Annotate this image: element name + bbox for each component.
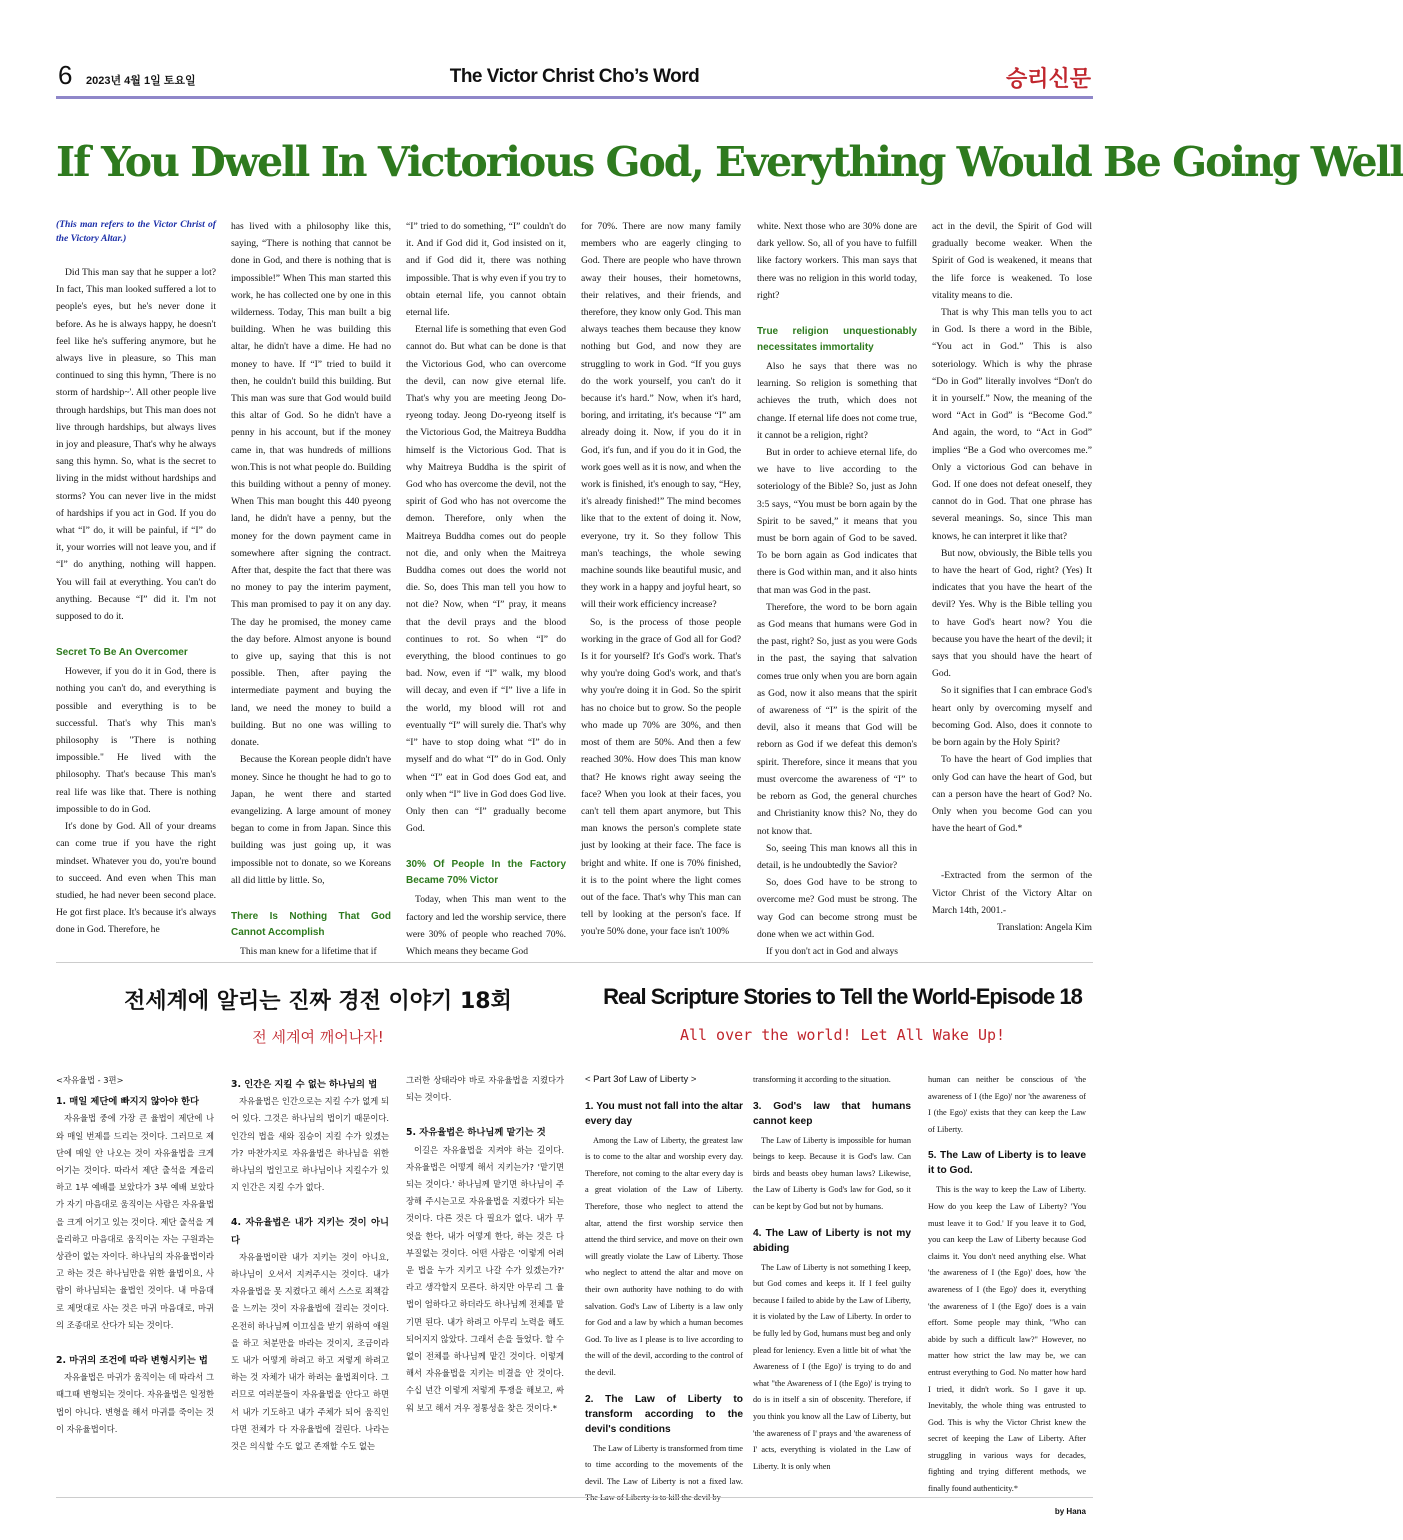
paragraph: Also he says that there was no learning. So religion is something that achieves the truth, which does not change. If eternal life does not come true, it cannot be a religion, right? bbox=[757, 361, 917, 441]
paragraph: However, if you do it in God, there is nothing you can't do, and everything is possible and everything is to be successful. That's why This man's philosophy is "There is nothing impossible." He lived with the philosophy. That's because This man's real life was like that. There is nothing impossible to do in God. bbox=[56, 666, 216, 815]
korean-series-title: 전세계에 알리는 진짜 경전 이야기 18회 bbox=[124, 989, 512, 1014]
sermon-column-5 bbox=[757, 218, 917, 957]
paragraph: So it signifies that I can embrace God's heart only by overcoming myself and becoming God. Also, does it connote to be born again by the Holy Spirit? bbox=[932, 685, 1092, 749]
subheading: Secret To Be An Overcomer bbox=[56, 647, 188, 659]
english-series-title: Real Scripture Stories to Tell the World-Episode 18 bbox=[603, 984, 1082, 1009]
paragraph: 자유율법은 인간으로는 지킬 수가 없게 되어 있다. 그것은 하나님의 법이기 때문이다. 인간의 법을 새와 짐승이 지킬 수가 있겠는가? 마찬가지로 자유율법은 하나님을 위한 하나님의 법인고로 하나님이나 지킬수가 있지 인간은 지킬 수가 없다. bbox=[231, 1096, 389, 1193]
paragraph: Eternal life is something that even God cannot do. But what can be done is that the Victorious God, who can overcome the devil, can now give eternal life. That's why you are meeting Jeong Do-ryeong today. Jeong Do-ryeong itself is the Victorious God, the Maitreya Buddha himself is the Victorious God. That is why Maitreya Buddha is the spirit of God who has overcome the devil, not the spirit of God who has not overcome the demon. Therefore, only when the Maitreya Buddha comes out do people not die, and only when the Maitreya Buddha comes out does the world not die. So, does This man tell you how to not die? Now, when “I” pray, it means that the devil prays and the blood continues to rot. So when “I” do everything, the blood continues to go bad. Now, even if “I” walk, my blood will decay, and even if “I” live a life in the world, my blood will rot and eventually “I” will surely die. That's why “I” have to stop doing what “I” do in myself and do what “I” do in God. Only when “I” eat in God does God eat, and only when “I” live in God does God live. Only then can “I” gradually become God. bbox=[406, 324, 566, 835]
paragraph: for 70%. There are now many family members who are eagerly clinging to God. There are people who have thrown away their houses, their hometowns, their relatives, and their friends, and therefore, they know only God. This man always teaches them because they know nothing but God, and now they are struggling to work in God. “If you guys do the work yourself, you can't do it because it's hard.” Now, when it's hard, boring, and irritating, it's because “I” am already doing it. Now, if you do it in God, it's fun, and if you do it in God, the work goes well as it is now, and when the work is finished, it's enough to say, “Hey, it's already finished!” The mind becomes like that to the extent of doing it. Now, everyone, try it. So they follow This man's teachings, the whole sewing machine sounds like beautiful music, and they work in a happy and joyful heart, so will their work efficiency increase? bbox=[581, 221, 741, 611]
subheading: There Is Nothing That God Cannot Accomplish bbox=[231, 910, 391, 938]
subheading: 2. The Law of Liberty to transform according to the devil's conditions bbox=[585, 1393, 743, 1435]
subheading: 3. God's law that humans cannot keep bbox=[753, 1100, 911, 1127]
english-series-subtitle: All over the world! Let All Wake Up! bbox=[679, 1026, 1006, 1044]
english-column-3 bbox=[928, 1072, 1086, 1516]
subheading: 1. You must not fall into the altar every day bbox=[585, 1100, 743, 1127]
paragraph: But in order to achieve eternal life, do we have to live according to the soteriology of the Bible? So, just as John 3:5 says, “You must be born again by the Spirit to be saved,” it means that you must be born again of God to be saved. To be born again as God indicates that there is God within man, and it also hints that man was God in the past. bbox=[757, 447, 917, 596]
paragraph: So, is the process of those people working in the grace of God all for God? Is it for yourself? It's God's work. That's why you're doing God's work, and that's why you're doing it in God. So the spirit has no choice but to grow. So the people who made up 70% are 30%, and then most of them are 50%. And then a few reached 30%. How does This man know that? He knows right away seeing the face? When you look at their faces, you can't tell them apart anymore, but This man knows the person's complete state just by looking at their face. The face is bright and white. If one is 70% finished, it is to the point where the light comes out of the face. That's why This man can tell by looking at the person's face. If you're 50% done, your face isn't 100% bbox=[581, 616, 741, 938]
paragraph: Today, when This man went to the factory and led the worship service, there were 30% of people who reached 70%. Which means they became God bbox=[406, 894, 566, 957]
sermon-column-2 bbox=[231, 218, 391, 957]
paragraph: If you don't act in God and always bbox=[766, 945, 899, 957]
paragraph: 자유율법은 마귀가 움직이는 데 따라서 그때그때 변형되는 것이다. 자유율법은 일정한 법이 아니다. 변형을 해서 마귀를 죽이는 것이 자유율법이다. bbox=[56, 1372, 214, 1434]
paragraph: So, does God have to be strong to overcome me? God must be strong. The way God can become strong must be done when we act within God. bbox=[757, 877, 917, 940]
paragraph: The Law of Liberty is transformed from time to time according to the movements of the devil. The Law of Liberty is not a fixed law. bbox=[585, 1443, 743, 1486]
subheading: 5. The Law of Liberty is to leave it to God. bbox=[928, 1150, 1086, 1177]
subheading: 4. 자유율법은 내가 지키는 것이 아니다 bbox=[231, 1217, 389, 1246]
paragraph: has lived with a philosophy like this, saying, “There is nothing that cannot be done in God, and there is nothing that is impossible!” When This man started this work, he has collected one by one in this wilderness. Today, This man built a big building. When he was building this altar, he didn't have a dime. He had no money to have. If “I” tried to build it then, he couldn't build this building. But This man was sure that God would build this altar of God. So he didn't have a penny in his account, but if the money came in, that was hundreds of millions won.This is not what people do. Building this building without a penny of money. When This man bought this 440 pyeong land, he didn't have a penny, but the money for the down payment came in somewhere after signing the contract. After that, despite the fact that there was no money to pay the interim payment, This man promised to pay it on any day. The day he promised, the money came the day before. Almost anyone is bound to give up, saying that this is not possible. Then, after paying the intermediate payment and buying the land, we need the money to build a building. But no one was willing to donate. bbox=[231, 221, 391, 749]
paragraph: The Law of Liberty is not something I keep, but God comes and keeps it. If I feel guilty because I failed to abide by the Law of Liberty, it is violated by the Law of Liberty. In order to be fully led by God, humans must beg and only plead for leniency. Even a little bit of what 'the Awareness of I (the Ego)' is trying to do and what "the Awareness of I (the Ego)' is trying to do is in itself a sin of obscenity. Therefore, if you think you know all the Law of Liberty, but 'the awareness of I' prays and 'the awareness of I' acts, everything is violated in the Law of Liberty. It is only when bbox=[753, 1262, 911, 1471]
paragraph: -Extracted from the sermon of the Victor Christ of the Victory Altar on March 14th, 2001.- bbox=[932, 870, 1092, 916]
paragraph: It's done by God. All of your dreams can come true if you have the right mindset. Whatever you do, you're bound to succeed. And even when This man studied, he had never been second place. He got first place. It's because it's always done in God. Therefore, he bbox=[56, 821, 216, 936]
paragraph: human can neither be conscious of 'the awareness of I (the Ego)' nor 'the awareness of I (the Ego)' exists that they can keep the Law of Liberty. bbox=[928, 1075, 1086, 1134]
section-divider bbox=[56, 962, 1093, 963]
korean-column-3 bbox=[406, 1072, 564, 1492]
sermon-column-1 bbox=[56, 218, 216, 953]
byline: by Hana bbox=[1054, 1506, 1086, 1516]
paragraph: transforming it according to the situation. bbox=[753, 1075, 891, 1084]
paragraph: 자유율법 중에 가장 큰 율법이 제단에 나와 매일 번제를 드리는 것이다. 그러므로 제단에 매일 안 나오는 것이 자유율법을 크게 어기는 것이다. 따라서 제단 출석을 게을리 하고 1부 예배를 보았다가 3부 예배 보았다가 자기 마음대로 움직이는 사람은 자유율법을 크게 어기고 있는 것이다. 제단 출석을 게을리하고 마음대로 움직이는 자는 구원과는 상관이 없는 자이다. 하나님의 자유율법이라고 하는 것은 하나님만을 위한 율법이요, 사람이 하나님되는 율법인 것이다. 내 마음대로 제멋대로 사는 것은 마귀 마음대로, 마귀의 조종대로 산다가 되는 것이다. bbox=[56, 1113, 214, 1330]
korean-column-1 bbox=[56, 1072, 214, 1492]
translation-credit: Translation: Angela Kim bbox=[996, 921, 1092, 933]
part-label: < Part 3of Law of Liberty > bbox=[585, 1074, 697, 1085]
lead-note: (This man refers to the Victor Christ of the Victory Altar.) bbox=[56, 219, 216, 244]
subheading: 30% Of People In the Factory Became 70% Victor bbox=[406, 859, 566, 887]
paragraph: white. Next those who are 30% done are dark yellow. So, all of you have to fulfill like factory workers. This man says that there was no religion in this world today, right? bbox=[757, 221, 917, 301]
paragraph: Did This man say that he supper a lot? In fact, This man looked suffered a lot to people's eyes, but he's never done it before. As he is always happy, he doesn't feel like he's suffering anymore, but he always live in pleasure, so This man continued to sing this hymn, 'There is no storm of hardship~'. All other people live through hardships, but This man does not live through hardships, but always lives in joy and pleasure, That's why he always sang this hymn. So, what is the secret to living in the midst without hardships and storms? You can never live in the midst of hardships if you act in God. If you do what “I” do, it will be painful, if “I” do it, your worries will not leave you, and if “I” do anything, nothing will happen. You will fail at everything. You can't do anything. Because “I” did it. I'm not supposed to do it. bbox=[56, 267, 216, 623]
english-column-1 bbox=[585, 1072, 743, 1492]
header-rule bbox=[56, 96, 1093, 99]
subheading: 5. 자유율법은 하나님께 맡기는 것 bbox=[406, 1127, 546, 1139]
page-header bbox=[0, 0, 1149, 100]
paragraph: To have the heart of God implies that only God can have the heart of God, but can a person have the heart of God? No. Only when you become God can you have the heart of God.* bbox=[932, 754, 1092, 835]
paragraph: So, seeing This man knows all this in detail, is he undoubtedly the Savior? bbox=[757, 842, 917, 871]
paragraph: <자유율법 - 3편> bbox=[56, 1075, 124, 1085]
sermon-column-3 bbox=[406, 218, 566, 957]
sermon-column-4 bbox=[581, 218, 741, 953]
paragraph: 자유율법이란 내가 지키는 것이 아니요, 하나님이 오셔서 지켜주시는 것이다. 내가 자유율법을 못 지켰다고 해서 스스로 죄책감을 느끼는 것이 자유율법에 걸리는 것이다. 온전히 하나님께 이끄심을 받기 위하여 애원을 하고 처분만을 바라는 것이지, 조금이라도 내가 어떻게 하려고 하고 저렇게 하려고 하는 것 자체가 내가 하려는 율법죄이다. 그러므로 여러분들이 자유율법을 안다고 하면서 내가 기도하고 내가 주체가 되어 움직인다면 전체가 다 자유율법에 걸린다. 나라는 것은 의식할 수도 없고 존재할 수도 없는 bbox=[231, 1251, 389, 1452]
subheading: 2. 마귀의 조건에 따라 변형시키는 법 bbox=[56, 1355, 208, 1367]
paragraph: 이길은 자유율법을 지켜야 하는 길이다. 자유율법은 어떻게 해서 지키는가? '맡기면 되는 것이다.' 하나님께 맡기면 하나님이 주장해 주시는고로 자유율법을 지켰다가 되는 것이다. 다른 것은 다 필요가 없다. 내가 무엇을 한다, 내가 어떻게 한다, 하는 것은 다 부질없는 것이다. 어떤 사람은 '이렇게 어려운 법을 누가 지키고 나갈 수가 있겠는가?' 라고 생각할지 모른다. 하지만 아무리 그 율법이 엄하다고 하더라도 하나님께 전체를 맡기면 된다. 내가 하려고 아무리 노력을 해도 되어지지 않았다. 그래서 손을 들었다. 할 수 없이 전체를 하나님께 맡긴 것이다. 이렇게 해서 자유율법을 지키는 비결을 안 것이다. 수십 년간 이렇게 저렇게 투쟁을 해보고, 싸워 보고 해서 겨우 정통성을 찾은 것이다.* bbox=[406, 1144, 564, 1413]
paragraph: Because the Korean people didn't have money. Since he thought he had to go to Japan, he went there and started evangelizing. A large amount of money began to come in from Japan. Since this building was just going up, it was impossible not to donate, so we Koreans all did little by little. So, bbox=[231, 754, 391, 886]
page-number: 6 bbox=[58, 60, 73, 90]
subheading: True religion unquestionably necessitates immortality bbox=[757, 326, 917, 354]
korean-series-subtitle: 전 세계여 깨어나자! bbox=[252, 1028, 384, 1046]
section-title: The Victor Christ Cho’s Word bbox=[449, 66, 700, 87]
paragraph: act in the devil, the Spirit of God will gradually become weaker. When the Spirit of God is weakened, it means that the life force is weakened. To lose vitality means to die. bbox=[932, 221, 1092, 301]
paragraph: 그러한 상태라야 바로 자유율법을 지켰다가 되는 것이다. bbox=[406, 1075, 564, 1103]
paragraph: “I” tried to do something, “I” couldn't do it. And if God did it, God insisted on it, and if God did it, there was nothing impossible. That is why even if you try to obtain eternal life, you cannot obtain eternal life. bbox=[406, 221, 566, 319]
subheading: 4. The Law of Liberty is not my abiding bbox=[753, 1227, 911, 1254]
paragraph: That is why This man tells you to act in God. Is there a word in the Bible, “You act in God.” This is also soteriology. Which is why the phrase “Do in God” literally involves “Don't do it in yourself.” Now, the meaning of the word “Act in God” is “Become God.” And again, the word, to “Act in God” implies “Be a God who overcomes me.” Only a victorious God can behave in God. If one does not defeat oneself, they cannot do in God. That one phrase has several meanings. So, since This man knows, he can interpret it like that? bbox=[932, 307, 1092, 542]
subheading: 1. 매일 제단에 빠지지 않아야 한다 bbox=[56, 1096, 199, 1108]
sermon-article bbox=[0, 218, 1149, 958]
english-column-2 bbox=[753, 1072, 911, 1492]
article-headline: If You Dwell In Victorious God, Everything Would Be Going Well bbox=[56, 138, 1403, 186]
footer-rule bbox=[56, 1497, 1093, 1498]
issue-date: 2023년 4월 1일 토요일 bbox=[86, 75, 196, 87]
sermon-column-6 bbox=[932, 218, 1092, 953]
subheading: 3. 인간은 지킬 수 없는 하나님의 법 bbox=[231, 1079, 378, 1090]
paragraph: Therefore, the word to be born again as God means that humans were God in the past, right? So, just as you were Gods in the past, the saying that salvation comes true only when you are born again as God, now it also means that the spirit of awareness of “I” is the spirit of the devil, also it means that God will be reborn as God if we defeat this demon's spirit. Therefore, since it means that you must overcome the awareness of “I” to be reborn as God, the general churches and Christianity know this? No, they do not know that. bbox=[757, 601, 917, 837]
paragraph: But now, obviously, the Bible tells you to have the heart of God, right? (Yes) It indicates that you have the heart of the devil? Yes. Why is the Bible telling you to have God's heart now? You die because you have the heart of the devil; it says that you should have the heart of God. bbox=[932, 547, 1092, 680]
paragraph: This is the way to keep the Law of Liberty. How do you keep the Law of Liberty? 'You must leave it to God.' If you leave it to God, you can keep the Law of Liberty because God claims it. You don't need anything else. What 'the awareness of I (the Ego)' does, how 'the awareness of I (the Ego)' does it, everything 'the awareness of I (the Ego)' does is a vain effort. Some people may think, "Who can abide by such a difficult law?" However, no matter how strict the law may be, we can entrust everything to God. No matter how hard I tried, it didn't work. So I gave it up. Inevitably, the whole thing was entrusted to God. This is why the Victor Christ knew the secret of keeping the Law of Liberty. After struggling in various ways for decades, fighting and trying different methods, we finally found authenticity.* bbox=[928, 1185, 1086, 1494]
paragraph: This man knew for a lifetime that if bbox=[240, 945, 377, 957]
paragraph: The Law of Liberty is impossible for human beings to keep. Because it is God's law. Can birds and beasts obey human laws? Likewise, the Law of Liberty is God's law for God, so it can be kept by God but not by humans. bbox=[753, 1135, 911, 1211]
paragraph: Among the Law of Liberty, the greatest law is to come to the altar and worship every day. Therefore, not coming to the altar every day is a great violation of the Law of Liberty. Therefore, those who neglect to attend the altar, attend the first worship service then attend the third service, and move on their own will greatly violate the Law of Liberty. Those who neglect to attend the altar and move on their own authority have nothing to do with salvation. God's Law of Liberty is a law only for God and a law by which a human becomes God. To live as I please is to live according to the will of the devil, according to the control of the devil. bbox=[585, 1135, 743, 1377]
korean-column-2 bbox=[231, 1072, 389, 1492]
newspaper-logo: 승리신문 bbox=[1005, 67, 1091, 92]
scripture-article bbox=[0, 1072, 1149, 1516]
